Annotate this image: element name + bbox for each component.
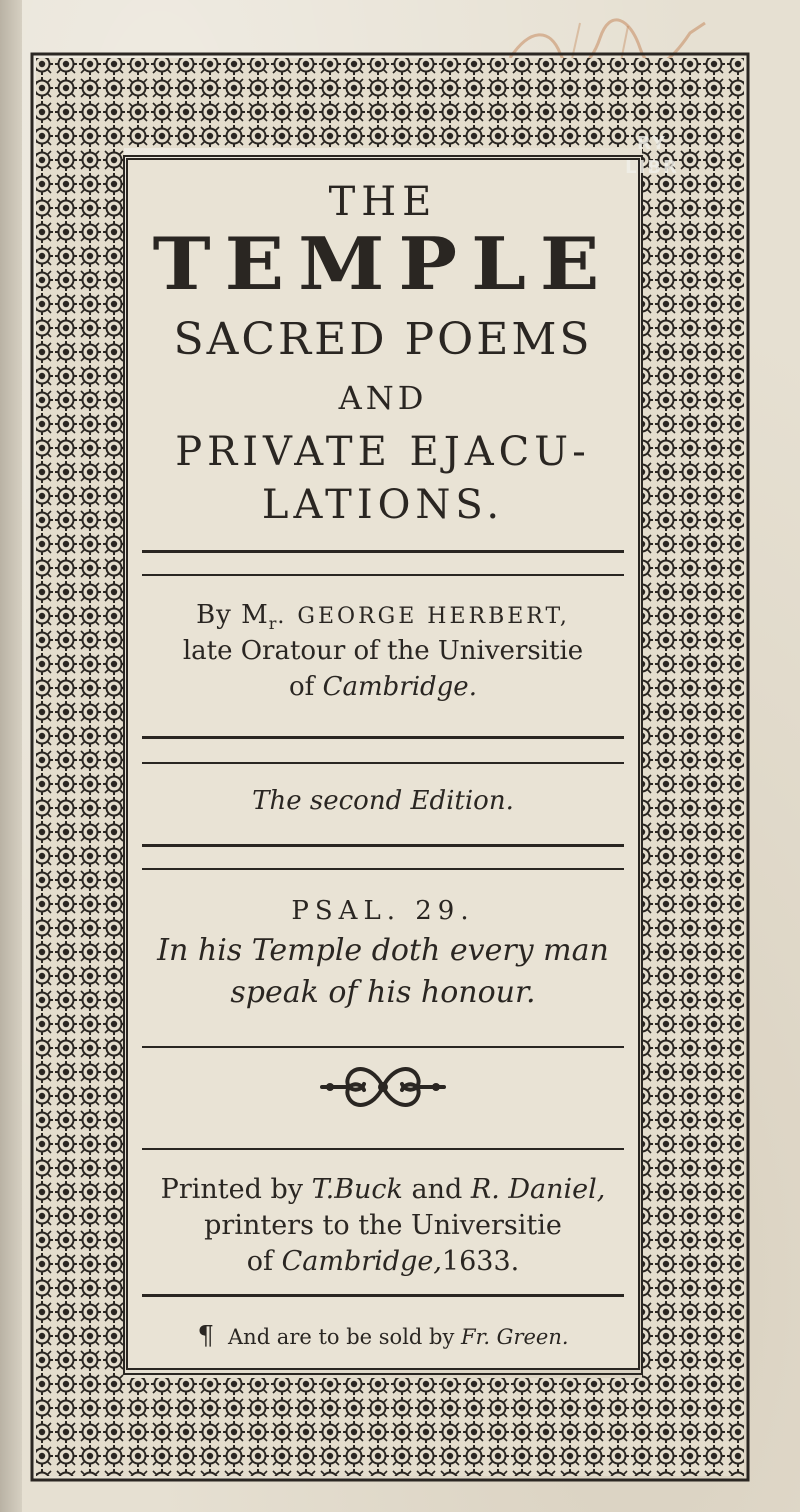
sold-by-line [134,1323,632,1349]
title-temple: TEMPLE [152,222,614,307]
rule-divider [142,736,624,739]
imprint-line-2: printers to the Universitie [204,1210,562,1241]
of-word: of [289,672,323,702]
author-place-line [134,674,632,700]
author-title-line: late Oratour of the Universitie [182,636,584,666]
rule-divider [142,1046,624,1048]
imprint-printed-by: Printed by [160,1174,312,1205]
pilcrow-icon: ¶ [197,1321,214,1351]
author-by: By M [196,600,269,630]
book-spine-edge [0,0,22,1512]
stamp-line-2: LIBR [625,157,679,178]
rule-divider [142,550,624,553]
imprint-line-3 [134,1248,632,1275]
subtitle-line-3: PRIVATE EJACU- [175,429,591,475]
place-cambridge: Cambridge. [322,672,477,702]
sold-by-text: And are to be sold by [228,1325,462,1349]
bookseller-name: Fr. Green. [461,1325,569,1349]
title-the: THE [328,179,438,225]
imprint-of: of [246,1246,282,1277]
rule-divider [142,574,624,576]
imprint-year: 1633. [441,1246,520,1277]
imprint-printer-daniel: R. Daniel, [470,1174,606,1205]
edition-line: The second Edition. [252,786,514,816]
rule-divider [142,762,624,764]
subtitle-line-2: AND [338,379,428,417]
rule-divider [142,1294,624,1297]
imprint-place: Cambridge, [281,1246,442,1277]
fleuron-ornament [318,1056,448,1118]
stamp-line-1: RY [637,133,667,154]
imprint-printer-buck: T.Buck [311,1174,403,1205]
author-line [134,602,632,632]
author-superscript: r [268,614,278,634]
subtitle-line-1: SACRED POEMS [173,314,593,365]
psalm-verse-line-2: speak of his honour. [230,975,536,1010]
rule-divider [142,1148,624,1150]
imprint-and: and [402,1174,471,1205]
subtitle-line-4: LATIONS. [261,482,505,528]
psalm-verse-line-1: In his Temple doth every man [157,933,609,968]
psalm-reference: PSAL. 29. [291,896,475,926]
rule-divider [142,844,624,847]
imprint-line-1 [134,1176,632,1203]
rule-divider [142,868,624,870]
author-name: . GEORGE HERBERT, [277,604,570,629]
